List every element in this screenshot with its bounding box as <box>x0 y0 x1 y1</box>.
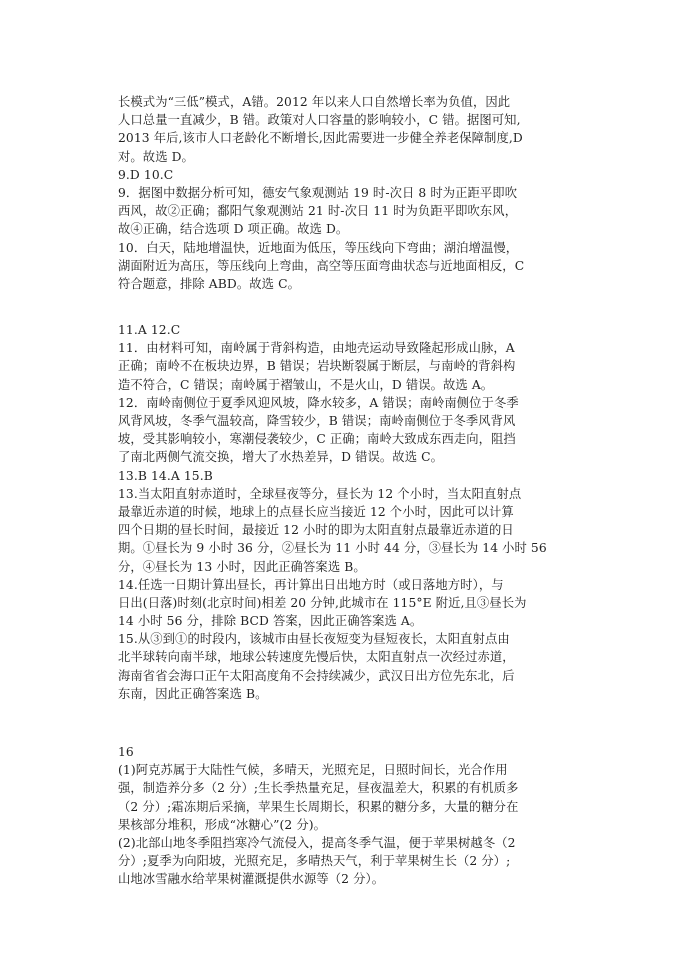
text-line: 正确；南岭不在板块边界，B 错误；岩块断裂属于断层，与南岭的背斜构 <box>118 359 516 374</box>
text-line: 长模式为“三低”模式，A错。2012 年以来人口自然增长率为负值，因此 <box>118 95 511 109</box>
text-line: 最靠近赤道的时候，地球上的点昼长应当接近 12 个小时，因此可以计算 <box>118 504 514 519</box>
answer-key-line: 11.A 12.C <box>118 323 181 338</box>
text-line: 了南北两侧气流交换，增大了水热差异，D 错误。故选 C。 <box>118 450 444 465</box>
text-line: 四个日期的昼长时间，最接近 12 小时的即为太阳直射点最靠近赤道的日 <box>118 523 514 538</box>
text-line: 湖面附近为高压，等压线向上弯曲，高空等压面弯曲状态与近地面相反，C <box>118 258 525 273</box>
text-line: 14.任选一日期计算出昼长，再计算出日出地方时（或日落地方时），与 <box>118 577 504 592</box>
text-line: 故④正确，结合选项 D 项正确。故选 D。 <box>118 222 349 237</box>
text-line: 11．由材料可知，南岭属于背斜构造，由地壳运动导致隆起形成山脉，A <box>118 341 515 356</box>
text-line: （2 分）;霜冻期后采摘，苹果生长周期长，积累的糖分多，大量的糖分在 <box>118 799 519 814</box>
section-gap <box>118 293 580 321</box>
text-line: 坡，受其影响较小，寒潮侵袭较少，C 正确；南岭大致成东西走向，阻挡 <box>118 432 516 447</box>
question-number: 16 <box>118 745 134 759</box>
text-line: 分，④昼长为 13 小时，因此正确答案选 B。 <box>118 559 366 574</box>
answer-key-line: 13.B 14.A 15.B <box>118 468 213 483</box>
text-line: 10．白天，陆地增温快，近地面为低压，等压线向下弯曲；湖泊增温慢， <box>118 240 519 255</box>
text-line: 果核部分堆积，形成“冰糖心”(2 分)。 <box>118 817 327 832</box>
text-line: 对。故选 D。 <box>118 149 194 164</box>
text-line: 13.当太阳直射赤道时，全球昼夜等分，昼长为 12 个小时，当太阳直射点 <box>118 486 522 501</box>
text-line: 山地冰雪融水给苹果树灌溉提供水源等（2 分）。 <box>118 872 385 887</box>
text-line: (2)北部山地冬季阻挡寒冷气流侵入，提高冬季气温，便于苹果树越冬（2 <box>118 835 516 850</box>
answer-document <box>118 93 580 889</box>
text-line: 12．南岭南侧位于夏季风迎风坡，降水较多，A 错误；南岭南侧位于冬季 <box>118 395 519 410</box>
text-line: 15.从③到①的时段内，该城市由昼长夜短变为昼短夜长，太阳直射点由 <box>118 632 510 647</box>
text-line: 东南，因此正确答案选 B。 <box>118 686 268 701</box>
text-line: 风背风坡，冬季气温较高，降雪较少，B 错误；南岭南侧位于冬季风背风 <box>118 414 516 428</box>
text-line: 2013 年后,该市人口老龄化不断增长,因此需要进一步健全养老保障制度,D <box>118 131 523 146</box>
text-line: 期。①昼长为 9 小时 36 分，②昼长为 11 小时 44 分，③昼长为 14 小时 56 <box>118 541 547 556</box>
text-line: (1)阿克苏属于大陆性气候，多晴天，光照充足，日照时间长，光合作用 <box>118 763 508 778</box>
text-line: 强，制造养分多（2 分）;生长季热量充足，昼夜温差大，积累的有机质多 <box>118 781 519 796</box>
text-line: 符合题意，排除 ABD。故选 C。 <box>118 276 300 291</box>
text-line: 北半球转向南半球，地球公转速度先慢后快，太阳直射点一次经过赤道， <box>118 650 515 665</box>
answer-key-line: 9.D 10.C <box>118 167 174 182</box>
text-line: 9．据图中数据分析可知，德安气象观测站 19 时-次日 8 时为正距平即吹 <box>118 185 518 200</box>
text-line: 日出(日落)时刻(北京时间)相差 20 分钟,此城市在 115°E 附近,且③昼长为 <box>118 595 527 610</box>
text-line: 西风，故②正确；鄱阳气象观测站 21 时-次日 11 时为负距平即吹东风， <box>118 204 518 219</box>
text-line: 海南省省会海口正午太阳高度角不会持续减少，武汉日出方位先东北，后 <box>118 668 515 683</box>
text-line: 造不符合，C 错误；南岭属于褶皱山，不是火山，D 错误。故选 A。 <box>118 377 494 392</box>
text-line: 14 小时 56 分，排除 BCD 答案，因此正确答案选 A。 <box>118 614 423 629</box>
section-gap <box>118 703 580 743</box>
text-line: 分）;夏季为向阳坡，光照充足，多晴热天气，利于苹果树生长（2 分）; <box>118 854 511 869</box>
text-line: 人口总量一直减少，B 错。政策对人口容量的影响较小，C 错。据图可知, <box>118 113 521 128</box>
